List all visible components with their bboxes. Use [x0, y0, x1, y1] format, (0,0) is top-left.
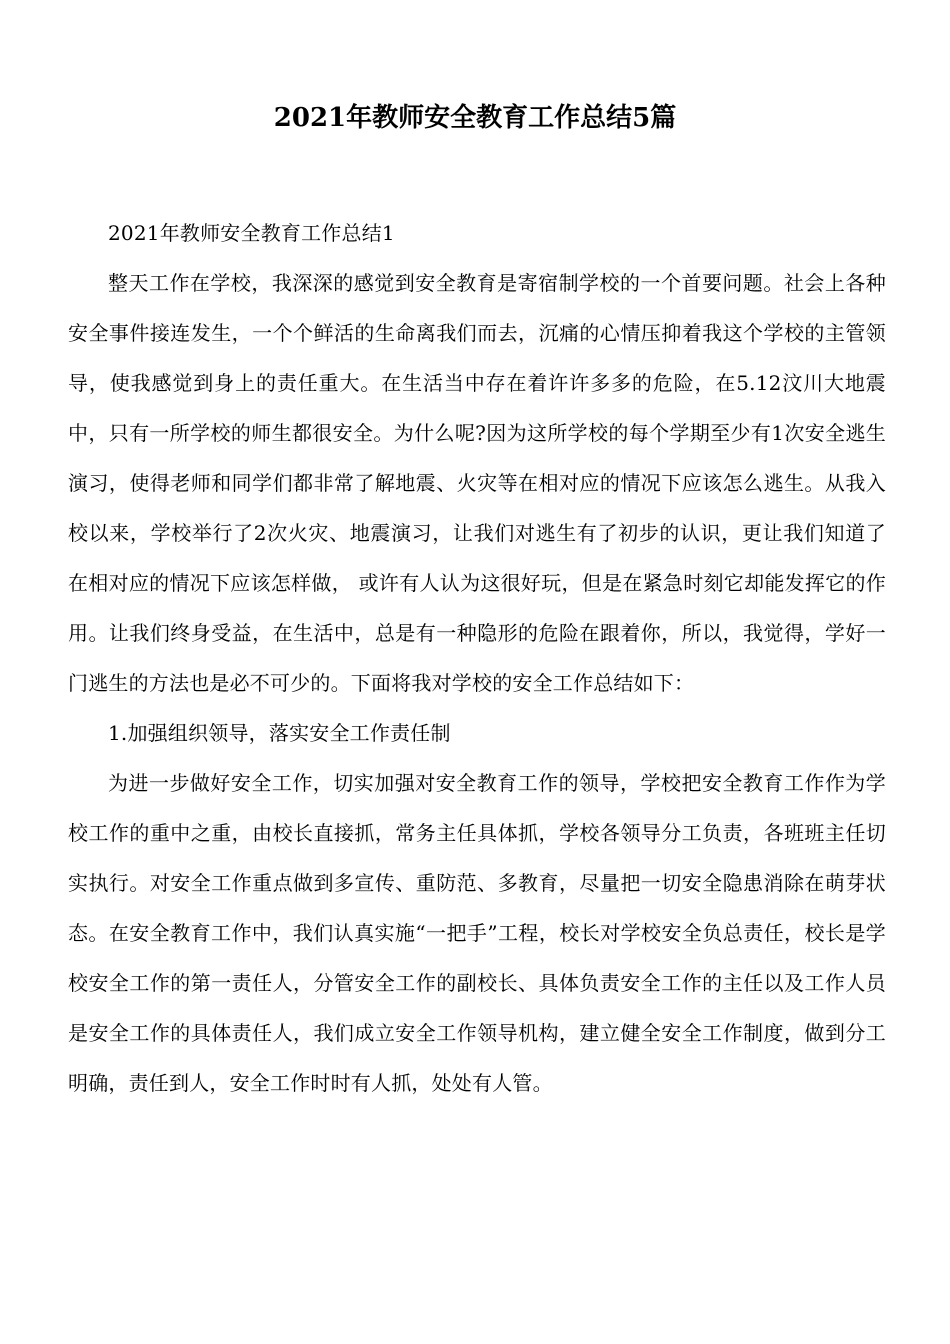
section-heading: 2021年教师安全教育工作总结1 — [108, 221, 395, 245]
document-title: 2021年教师安全教育工作总结5篇 — [273, 103, 677, 133]
paragraph-intro: 整天工作在学校，我深深的感觉到安全教育是寄宿制学校的一个首要问题。社会上各种安全事件接连发生，一个个鲜活的生命离我们而去，沉痛的心情压抑着我这个学校的主管领导，使我感觉到身上的责任重大。在生活当中存在着许许多多的危险，在5.12汶川大地震中，只有一所学校的师生都很安全。为什么呢?因为这所学校的每个学期至少有1次安全逃生演习，使得老师和同学们都非常了解地震、火灾等在相对应的情况下应该怎么逃生。从我入校以来，学校举行了2次火灾、地震演习，让我们对逃生有了初步的认识，更让我们知道了在相对应的情况下应该怎样做， 或许有人认为这很好玩，但是在紧急时刻它却能发挥它的作用。让我们终身受益，在生活中，总是有一种隐形的危险在跟着你，所以，我觉得，学好一门逃生的方法也是必不可少的。下面将我对学校的安全工作总结如下： — [68, 271, 886, 695]
paragraph-organization: 为进一步做好安全工作，切实加强对安全教育工作的领导，学校把安全教育工作作为学校工作的重中之重，由校长直接抓，常务主任具体抓，学校各领导分工负责，各班班主任切实执行。对安全工作重点做到多宣传、重防范、多教育，尽量把一切安全隐患消除在萌芽状态。在安全教育工作中，我们认真实施“一把手”工程，校长对学校安全负总责任，校长是学校安全工作的第一责任人，分管安全工作的副校长、具体负责安全工作的主任以及工作人员是安全工作的具体责任人，我们成立安全工作领导机构，建立健全安全工作制度，做到分工明确，责任到人，安全工作时时有人抓，处处有人管。 — [68, 771, 886, 1095]
document-body — [68, 208, 886, 1108]
subheading-organization: 1.加强组织领导，落实安全工作责任制 — [108, 721, 451, 745]
